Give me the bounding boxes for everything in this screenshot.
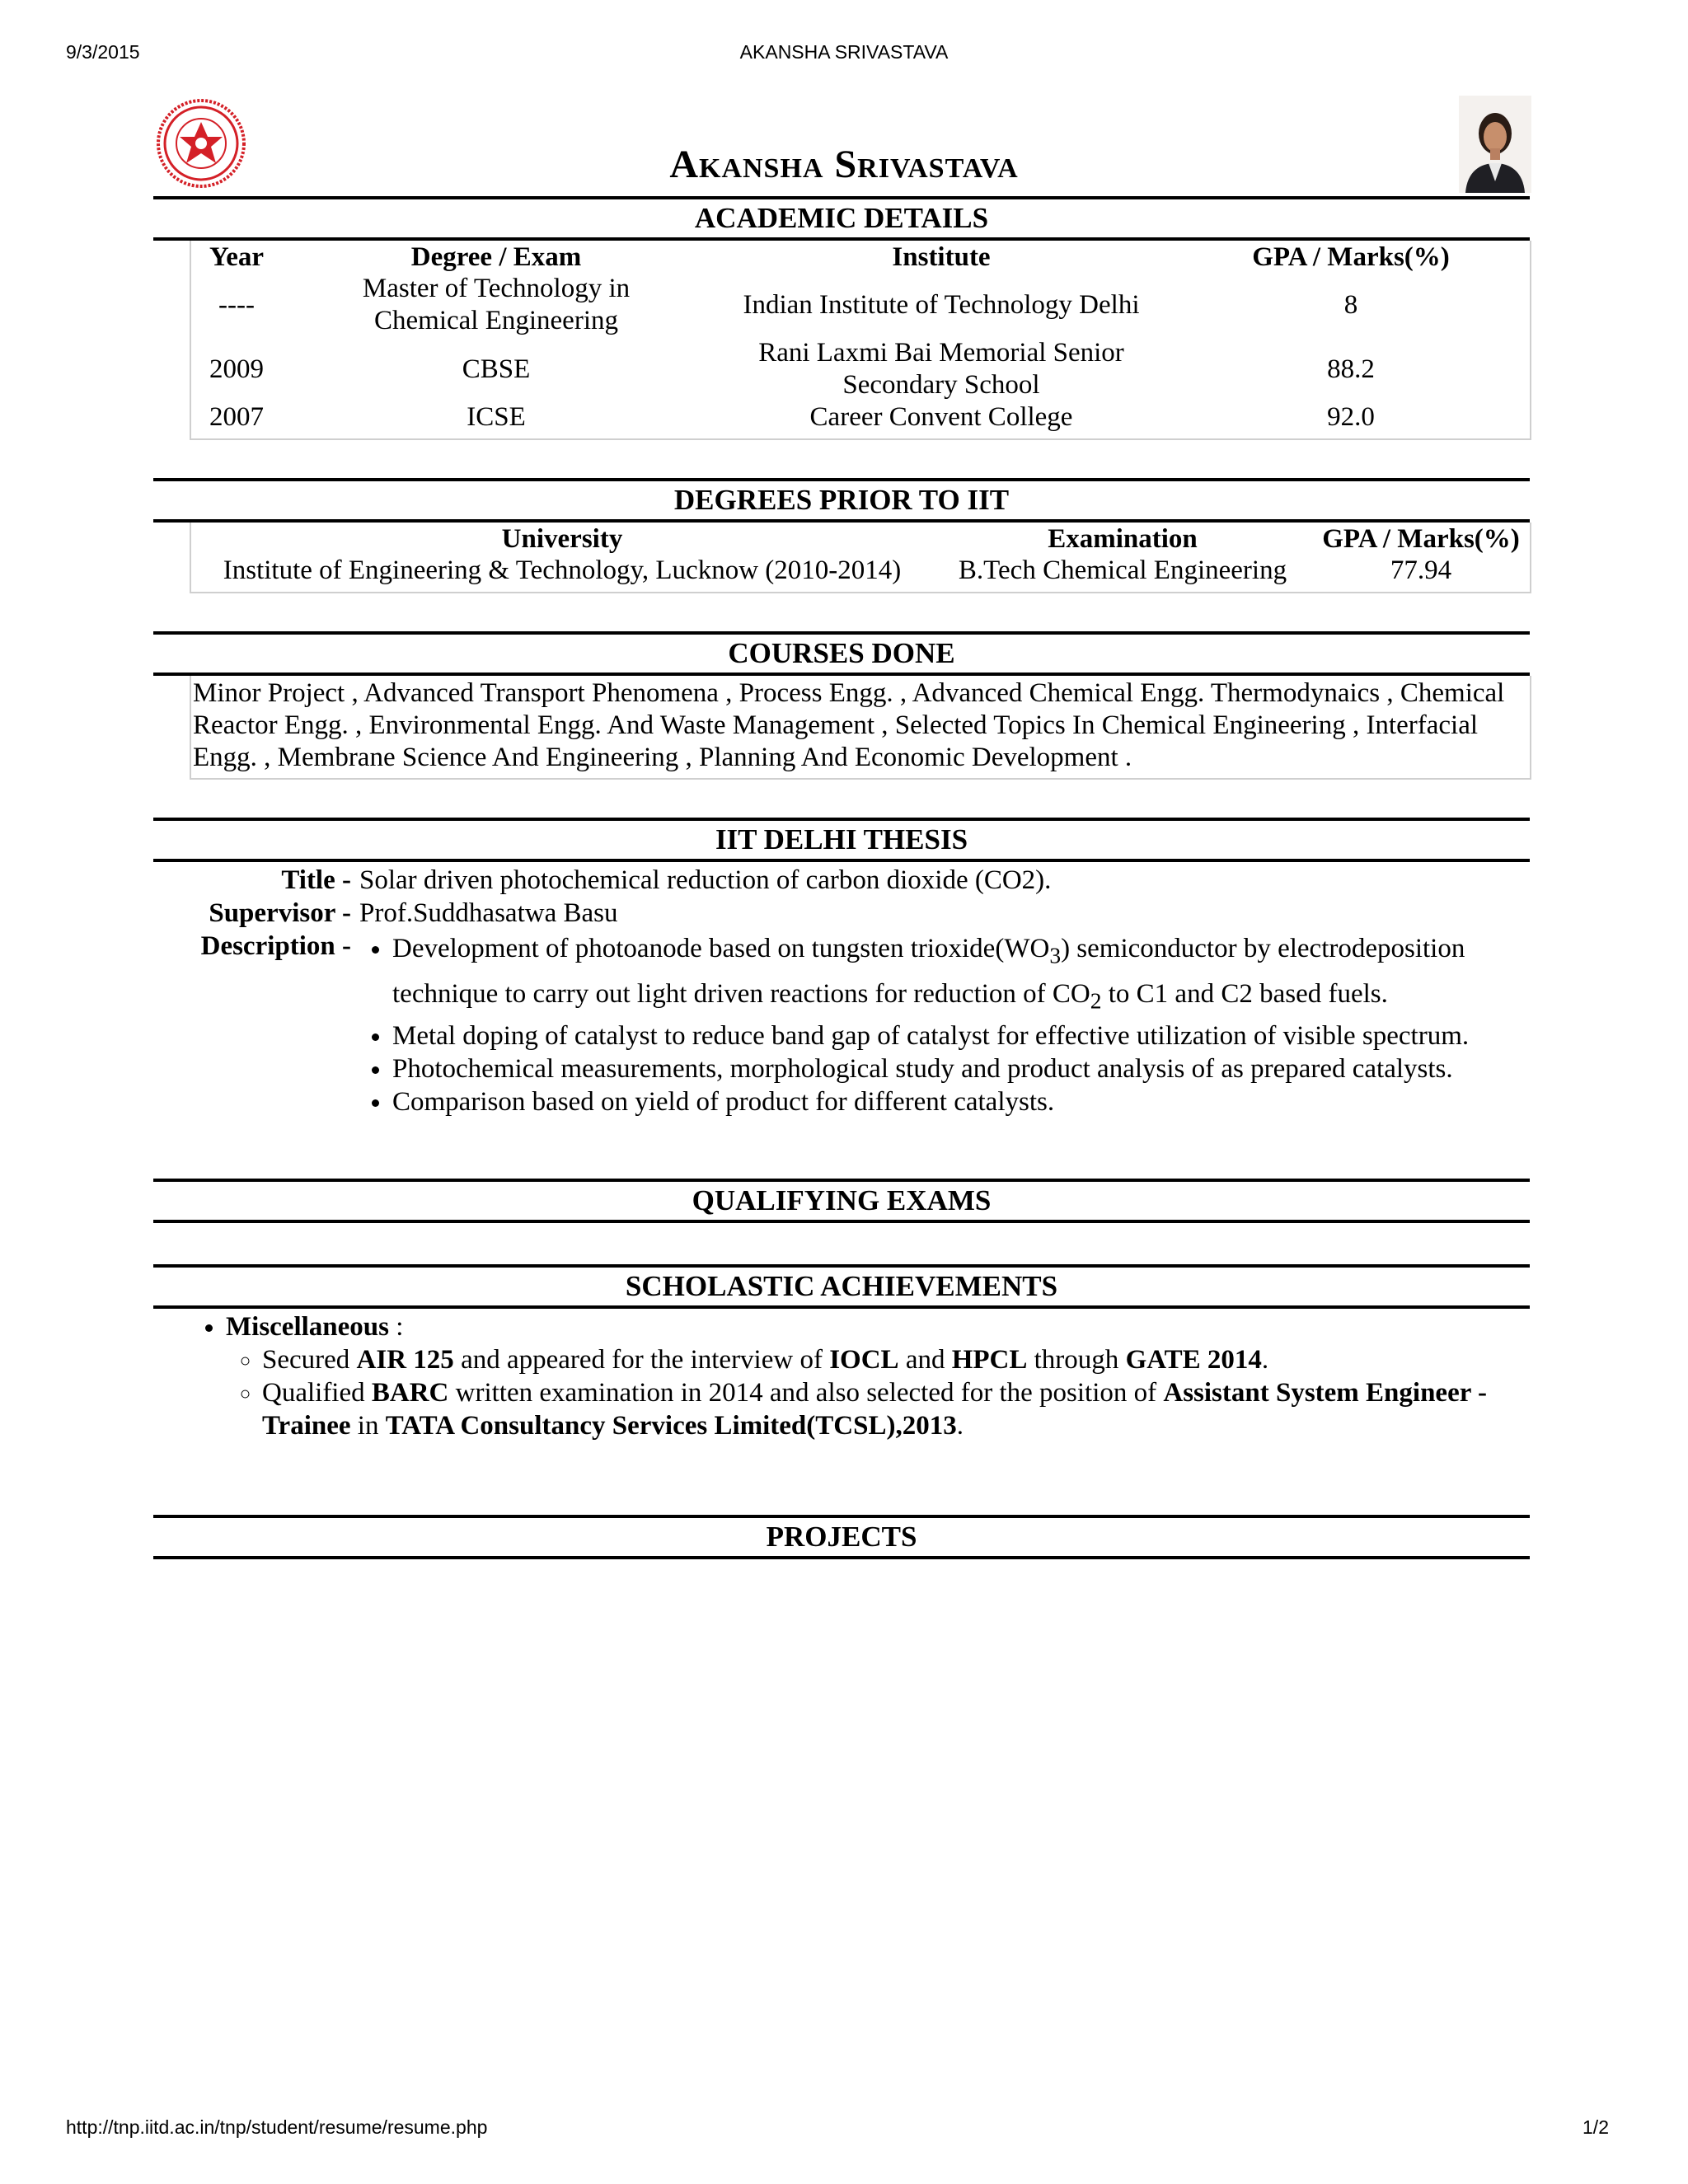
courses-text: Minor Project , Advanced Transport Phenomena , Process Engg. , Advanced Chemical Engg. Thermodynaics , Chemical Reactor Engg. , Environmental Engg. And Waste Management , Selected Topics In Chemical Engineering , Interfacial Engg. , Membrane Science And Engineering , Planning And Economic Development . — [193, 678, 1505, 772]
thesis-title-label: Title - — [281, 865, 351, 895]
misc-list — [226, 1343, 1541, 1442]
scholastic-list — [190, 1310, 1541, 1442]
bold-text: TATA Consultancy Services Limited(TCSL),2013 — [385, 1411, 957, 1441]
cell-gpa: 88.2 — [1327, 354, 1375, 384]
header-institute: Institute — [892, 242, 991, 272]
print-page-number: 1/2 — [1582, 2116, 1609, 2138]
prior-table — [191, 523, 1530, 587]
cell-year: ---- — [218, 289, 255, 320]
cell-year: 2007 — [209, 402, 264, 432]
bold-text: Assistant System Engineer - Trainee — [262, 1378, 1488, 1441]
cell-examination: B.Tech Chemical Engineering — [958, 555, 1287, 585]
text: and appeared for the interview of — [453, 1345, 830, 1375]
thesis-description-row — [153, 930, 1530, 1118]
header-examination: Examination — [1048, 524, 1198, 554]
text: . — [956, 1411, 964, 1441]
table-row — [191, 273, 1530, 337]
cell-degree: ICSE — [467, 402, 526, 432]
list-item — [226, 1310, 1541, 1442]
cell-gpa: 92.0 — [1327, 402, 1375, 432]
cell-gpa: 77.94 — [1390, 555, 1452, 585]
thesis-title-row — [153, 864, 1530, 897]
list-item — [392, 930, 1530, 1019]
section-courses-done: COURSES DONE — [153, 631, 1530, 676]
thesis-description — [359, 930, 1530, 1118]
list-item: • Metal doping of catalyst to reduce band gap of catalyst for effective utilization of visible spectrum. — [392, 1019, 1530, 1052]
section-scholastic: SCHOLASTIC ACHIEVEMENTS — [153, 1264, 1530, 1309]
header-gpa: GPA / Marks(%) — [1322, 524, 1520, 554]
text: . — [1261, 1345, 1269, 1375]
cell-degree: CBSE — [462, 354, 531, 384]
academic-table-box — [190, 241, 1531, 440]
list-item: • Photochemical measurements, morphological study and product analysis of as prepared catalysts. — [392, 1052, 1530, 1085]
cell-institute: Career Convent College — [809, 402, 1073, 432]
thesis-bullets — [359, 930, 1530, 1118]
academic-table — [191, 241, 1530, 434]
header-gpa: GPA / Marks(%) — [1252, 242, 1450, 272]
header-university: University — [501, 524, 623, 554]
section-academic-details: ACADEMIC DETAILS — [153, 196, 1530, 241]
text: written examination in 2014 and also selected for the position of — [448, 1378, 1164, 1408]
text: in — [350, 1411, 386, 1441]
thesis-supervisor-row — [153, 897, 1530, 930]
misc-colon: : — [388, 1312, 404, 1342]
bullet-text: ) semiconductor by electrodeposition technique to carry out light driven reactions for reduction of CO — [392, 934, 1465, 1009]
scholastic-block — [190, 1310, 1541, 1442]
print-title: AKANSHA SRIVASTAVA — [739, 41, 949, 63]
print-date: 9/3/2015 — [66, 41, 140, 63]
text: and — [898, 1345, 952, 1375]
thesis-supervisor-label: Supervisor - — [209, 898, 351, 928]
thesis-description-label: Description - — [200, 931, 351, 961]
thesis-block — [153, 864, 1530, 1118]
cell-institute: Indian Institute of Technology Delhi — [743, 289, 1140, 320]
misc-label: Miscellaneous — [226, 1312, 389, 1342]
table-row — [191, 555, 1530, 587]
bullet-text: to C1 and C2 based fuels. — [1101, 978, 1388, 1009]
section-projects: PROJECTS — [153, 1515, 1530, 1559]
cell-gpa: 8 — [1343, 289, 1358, 320]
table-row — [191, 401, 1530, 434]
text: Qualified — [262, 1378, 372, 1408]
cell-degree: Master of Technology in Chemical Engineering — [362, 274, 631, 335]
print-url: http://tnp.iitd.ac.in/tnp/student/resume/resume.php — [66, 2116, 488, 2138]
section-thesis: IIT DELHI THESIS — [153, 818, 1530, 862]
bold-text: AIR 125 — [356, 1345, 454, 1375]
header-year: Year — [209, 242, 264, 272]
list-item — [262, 1343, 1541, 1376]
cell-institute: Rani Laxmi Bai Memorial Senior Secondary School — [758, 338, 1124, 400]
subscript: 2 — [1090, 987, 1102, 1014]
text: Secured — [262, 1345, 357, 1375]
bold-text: BARC — [371, 1378, 449, 1408]
subscript: 3 — [1049, 942, 1062, 968]
bold-text: GATE 2014 — [1125, 1345, 1262, 1375]
bold-text: HPCL — [951, 1345, 1028, 1375]
table-header-row — [191, 523, 1530, 555]
thesis-supervisor: Prof.Suddhasatwa Basu — [359, 898, 618, 928]
prior-table-box — [190, 523, 1531, 593]
bullet-text: Development of photoanode based on tungsten trioxide(WO — [392, 934, 1050, 963]
header-degree: Degree / Exam — [410, 242, 582, 272]
thesis-title: Solar driven photochemical reduction of carbon dioxide (CO2). — [359, 865, 1052, 895]
candidate-name: Akansha Srivastava — [669, 143, 1019, 186]
list-item: • Comparison based on yield of product for different catalysts. — [392, 1085, 1530, 1118]
table-row — [191, 337, 1530, 401]
courses-box — [190, 676, 1531, 780]
section-degrees-prior: DEGREES PRIOR TO IIT — [153, 478, 1530, 523]
text: through — [1027, 1345, 1126, 1375]
table-header-row — [191, 241, 1530, 273]
section-qualifying-exams: QUALIFYING EXAMS — [153, 1179, 1530, 1223]
list-item — [262, 1376, 1541, 1442]
cell-university: Institute of Engineering & Technology, Lucknow (2010-2014) — [223, 555, 902, 585]
cell-year: 2009 — [209, 354, 264, 384]
bold-text: IOCL — [829, 1345, 899, 1375]
